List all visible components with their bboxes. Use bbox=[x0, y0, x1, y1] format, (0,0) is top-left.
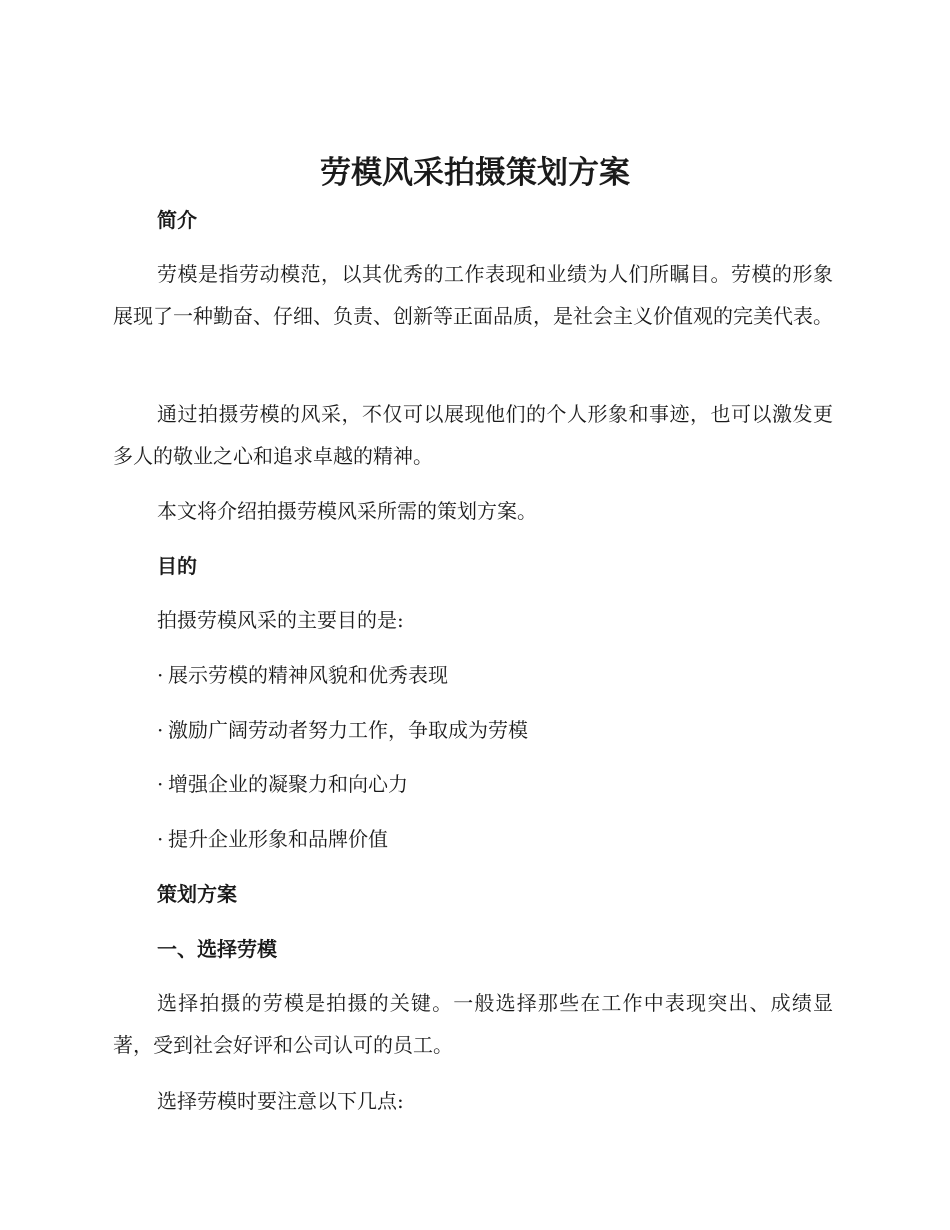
intro-paragraph-1: 劳模是指劳动模范，以其优秀的工作表现和业绩为人们所瞩目。劳模的形象展现了一种勤奋、仔细、负责、创新等正面品质，是社会主义价值观的完美代表。 bbox=[113, 262, 833, 328]
purpose-lead: 拍摄劳模风采的主要目的是: bbox=[157, 608, 404, 632]
bullet-marker: · bbox=[157, 663, 164, 687]
select-model-paragraph-1: 选择拍摄的劳模是拍摄的关键。一般选择那些在工作中表现突出、成绩显著，受到社会好评和公司认可的员工。 bbox=[113, 991, 833, 1057]
bullet-text: 提升企业形象和品牌价值 bbox=[168, 827, 388, 851]
document-title: 劳模风采拍摄策划方案 bbox=[320, 155, 630, 191]
purpose-bullet-item bbox=[157, 715, 528, 745]
subsection-heading-select-model: 一、选择劳模 bbox=[157, 937, 277, 961]
bullet-text: 增强企业的凝聚力和向心力 bbox=[168, 772, 408, 796]
bullet-text: 展示劳模的精神风貌和优秀表现 bbox=[168, 663, 448, 687]
purpose-bullet-item bbox=[157, 769, 408, 799]
intro-paragraph-3: 本文将介绍拍摄劳模风采所需的策划方案。 bbox=[157, 499, 537, 523]
intro-paragraph-2: 通过拍摄劳模的风采，不仅可以展现他们的个人形象和事迹，也可以激发更多人的敬业之心和追求卓越的精神。 bbox=[113, 402, 833, 468]
select-model-paragraph-2: 选择劳模时要注意以下几点: bbox=[157, 1089, 404, 1113]
section-heading-plan: 策划方案 bbox=[157, 882, 237, 906]
section-heading-purpose: 目的 bbox=[157, 554, 197, 578]
purpose-bullet-item bbox=[157, 660, 448, 690]
bullet-marker: · bbox=[157, 718, 164, 742]
purpose-bullet-item bbox=[157, 824, 388, 854]
bullet-text: 激励广阔劳动者努力工作，争取成为劳模 bbox=[168, 718, 528, 742]
bullet-marker: · bbox=[157, 827, 164, 851]
section-heading-intro: 简介 bbox=[157, 208, 197, 232]
bullet-marker: · bbox=[157, 772, 164, 796]
